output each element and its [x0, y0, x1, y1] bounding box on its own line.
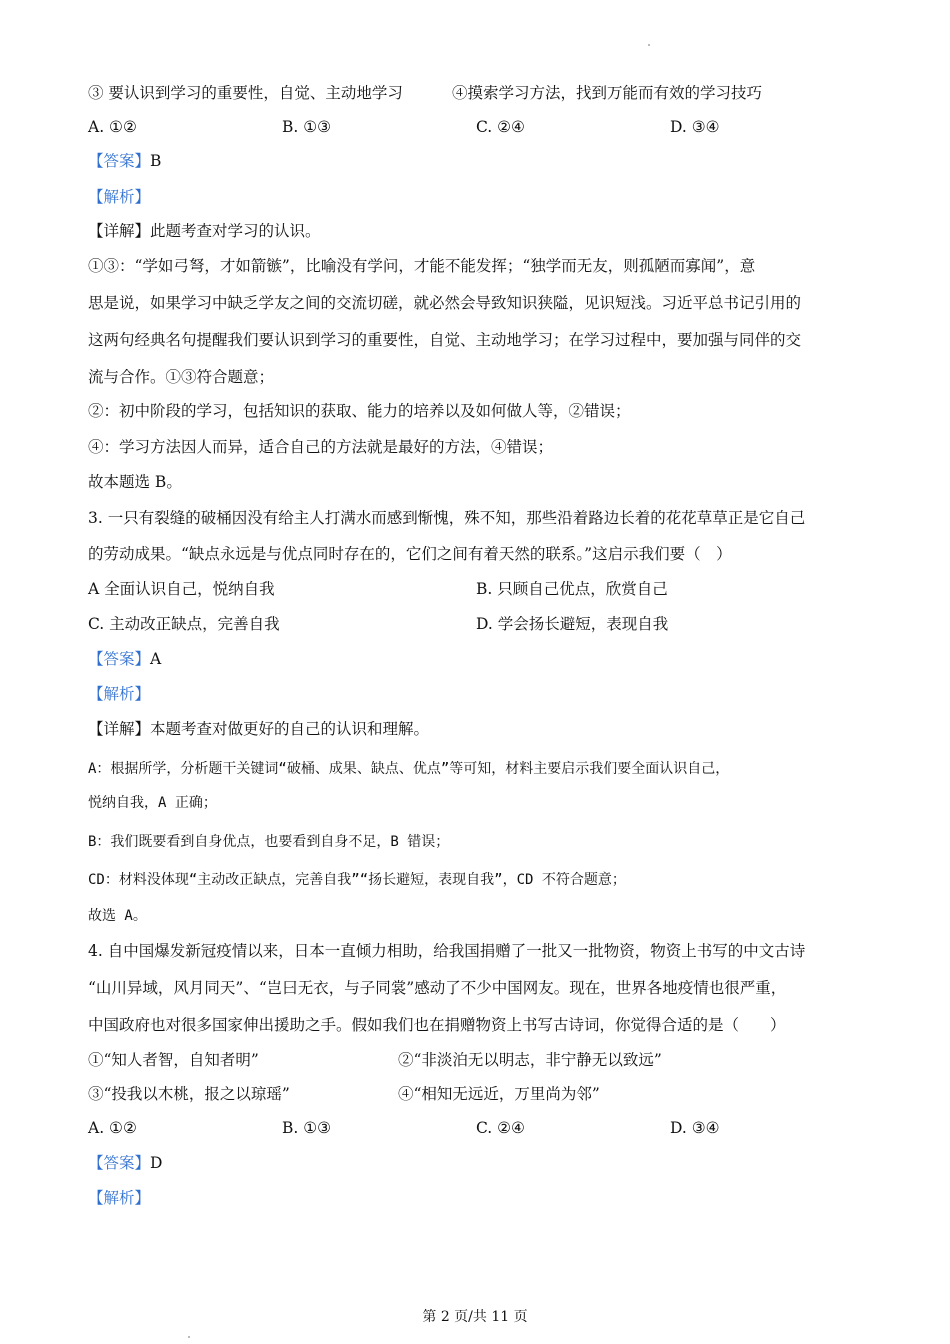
q3-explain-line: CD：材料没体现“主动改正缺点，完善自我”“扬长避短，表现自我”，CD 不符合题意；	[88, 872, 626, 888]
detail-tag: 【详解】	[88, 720, 151, 738]
q4-statement-1: ①“知人者智，自知者明”	[88, 1051, 259, 1069]
q4-stem-line: 4. 自中国爆发新冠疫情以来，日本一直倾力相助，给我国捐赠了一批又一批物资，物资上书写的中文古诗	[88, 942, 806, 960]
answer-tag: 【答案】	[88, 1154, 151, 1172]
q2-option-a: A. ①②	[88, 118, 137, 136]
q4-answer-line	[88, 1152, 162, 1174]
q2-explain-line: 思是说，如果学习中缺乏学友之间的交流切磋，就必然会导致知识狭隘，见识短浅。习近平总书记引用的	[88, 294, 802, 312]
q3-explain-line: 悦纳自我，A 正确；	[88, 795, 217, 811]
q2-explain-line: ①③：“学如弓弩，才如箭镞”，比喻没有学问，才能不能发挥；“独学而无友，则孤陋而寡闻”，意	[88, 257, 756, 275]
q4-option-a: A. ①②	[88, 1119, 137, 1137]
q3-option-c: C. 主动改正缺点，完善自我	[88, 615, 280, 633]
q2-explain-line: 流与合作。①③符合题意；	[88, 368, 275, 386]
q2-explain-line: 这两句经典名句提醒我们要认识到学习的重要性，自觉、主动地学习；在学习过程中，要加强与同伴的交	[88, 331, 802, 349]
q2-option-b: B. ①③	[282, 118, 332, 136]
analysis-tag: 【解析】	[88, 188, 151, 206]
q3-answer-line	[88, 648, 161, 670]
q4-statement-2: ②“非淡泊无以明志，非宁静无以致远”	[398, 1051, 662, 1069]
detail-intro: 此题考查对学习的认识。	[150, 222, 321, 240]
analysis-tag: 【解析】	[88, 1189, 151, 1207]
q3-conclusion: 故选 A。	[88, 908, 147, 924]
q2-detail-line	[88, 220, 321, 242]
q2-statement-4: ④摸索学习方法，找到万能而有效的学习技巧	[452, 84, 763, 102]
q4-stem-line: 中国政府也对很多国家伸出援助之手。假如我们也在捐赠物资上书写古诗词，你觉得合适的是（ ）	[88, 1016, 786, 1034]
answer-value: B	[150, 152, 162, 170]
q4-stem-line: “山川异域，风月同天”、“岂曰无衣，与子同裳”感动了不少中国网友。现在，世界各地疫情也很严重，	[88, 979, 787, 997]
q4-option-b: B. ①③	[282, 1119, 332, 1137]
answer-tag: 【答案】	[88, 152, 151, 170]
q4-statement-4: ④“相知无远近，万里尚为邻”	[398, 1085, 600, 1103]
scan-dot	[188, 1336, 190, 1338]
answer-tag: 【答案】	[88, 650, 151, 668]
detail-tag: 【详解】	[88, 222, 151, 240]
q2-option-c: C. ②④	[476, 118, 525, 136]
q4-option-c: C. ②④	[476, 1119, 525, 1137]
q3-stem-line: 3. 一只有裂缝的破桶因没有给主人打满水而感到惭愧，殊不知，那些沿着路边长着的花花草草正是它自己	[88, 509, 806, 527]
q3-option-d: D. 学会扬长避短，表现自我	[476, 615, 669, 633]
q3-explain-line: B：我们既要看到自身优点，也要看到自身不足，B 错误；	[88, 834, 450, 850]
q3-detail-line	[88, 718, 429, 740]
q4-option-d: D. ③④	[670, 1119, 720, 1137]
page-footer: 第 2 页/共 11 页	[422, 1309, 528, 1325]
detail-intro: 本题考查对做更好的自己的认识和理解。	[150, 720, 430, 738]
analysis-tag: 【解析】	[88, 685, 151, 703]
answer-value: D	[150, 1154, 163, 1172]
q3-option-a: A 全面认识自己，悦纳自我	[88, 580, 275, 598]
q2-explain-line: ④：学习方法因人而异，适合自己的方法就是最好的方法，④错误；	[88, 438, 554, 456]
q2-conclusion: 故本题选 B。	[88, 473, 182, 491]
q2-option-d: D. ③④	[670, 118, 720, 136]
q3-explain-line: A：根据所学，分析题干关键词“破桶、成果、缺点、优点”等可知，材料主要启示我们要全面认识自己，	[88, 761, 730, 777]
q2-answer-line	[88, 150, 161, 172]
answer-value: A	[150, 650, 162, 668]
q2-explain-line: ②：初中阶段的学习，包括知识的获取、能力的培养以及如何做人等，②错误；	[88, 402, 631, 420]
q3-stem-line: 的劳动成果。“缺点永远是与优点同时存在的，它们之间有着天然的联系。”这启示我们要（ ）	[88, 545, 732, 563]
scan-dot	[648, 44, 650, 46]
q4-statement-3: ③“投我以木桃，报之以琼瑶”	[88, 1085, 290, 1103]
q3-option-b: B. 只顾自己优点，欣赏自己	[476, 580, 668, 598]
q2-statement-3: ③ 要认识到学习的重要性，自觉、主动地学习	[88, 84, 403, 102]
